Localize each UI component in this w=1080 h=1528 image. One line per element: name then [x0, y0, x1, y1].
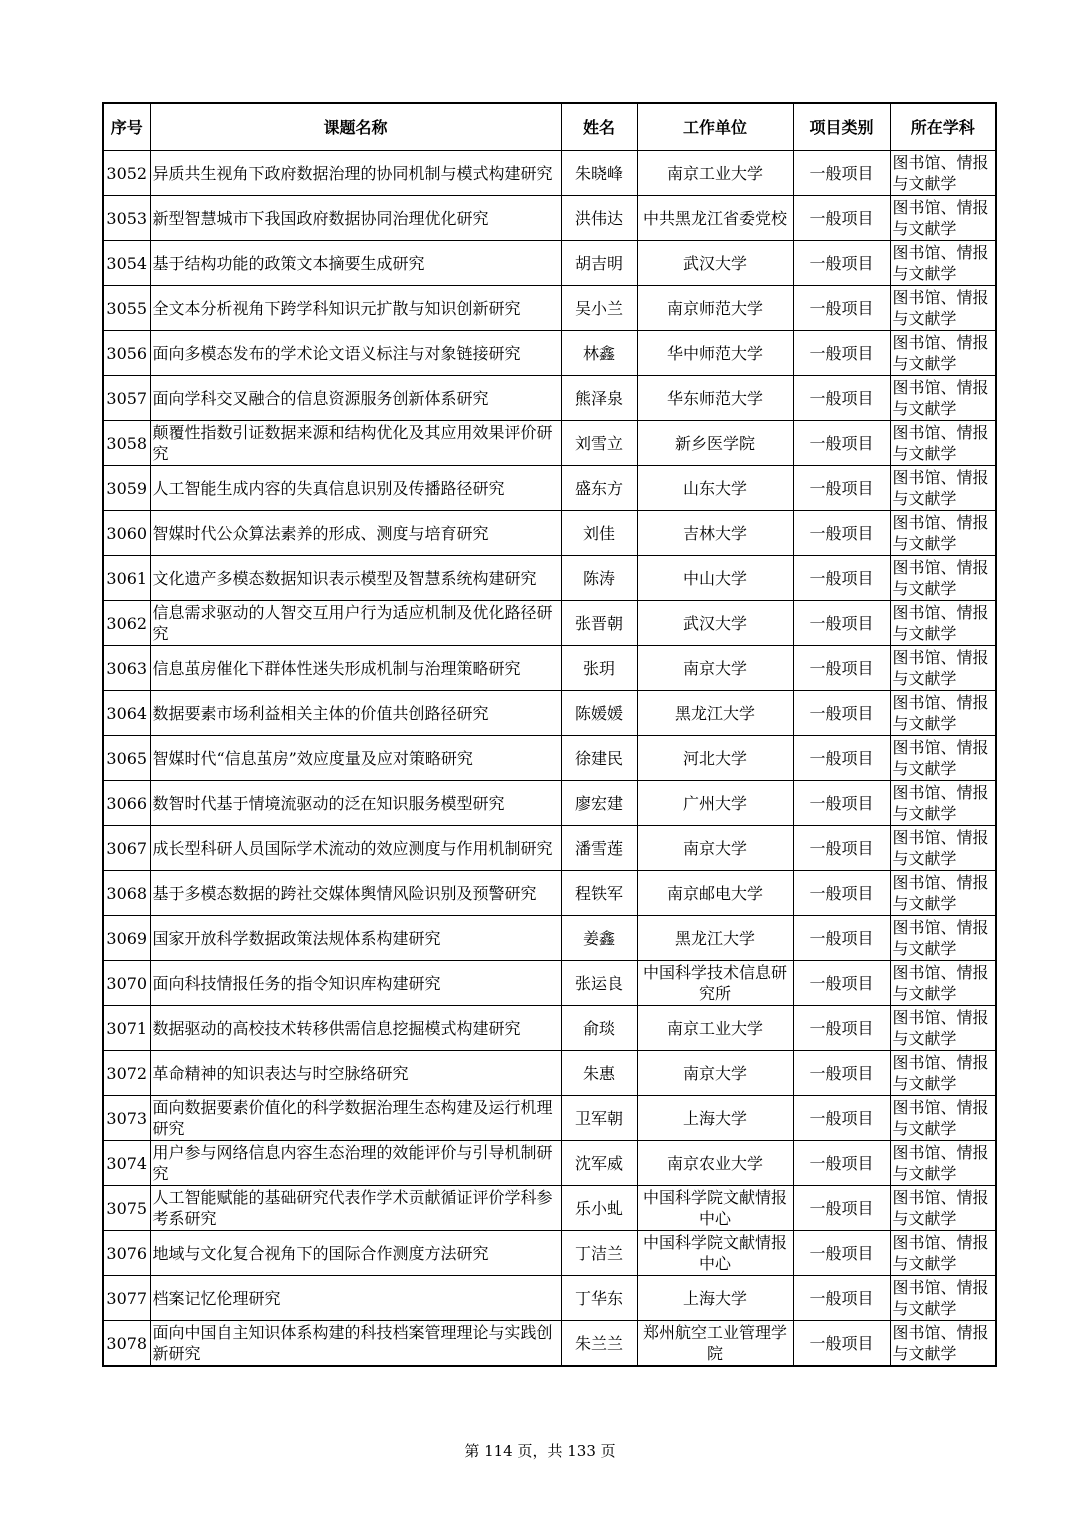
discipline: 图书馆、情报与文献学: [890, 601, 996, 646]
row-number: 3078: [103, 1321, 150, 1367]
work-unit: 广州大学: [637, 781, 793, 826]
project-title: 异质共生视角下政府数据治理的协同机制与模式构建研究: [150, 151, 561, 196]
researcher-name: 廖宏建: [561, 781, 637, 826]
work-unit: 南京大学: [637, 646, 793, 691]
project-title: 面向多模态发布的学术论文语义标注与对象链接研究: [150, 331, 561, 376]
table-row: [103, 916, 996, 961]
researcher-name: 张晋朝: [561, 601, 637, 646]
row-number: 3055: [103, 286, 150, 331]
row-number: 3076: [103, 1231, 150, 1276]
researcher-name: 林鑫: [561, 331, 637, 376]
project-title: 全文本分析视角下跨学科知识元扩散与知识创新研究: [150, 286, 561, 331]
header-title: 课题名称: [150, 103, 561, 151]
project-category: 一般项目: [793, 511, 890, 556]
researcher-name: 卫军朝: [561, 1096, 637, 1141]
table-row: [103, 1321, 996, 1367]
table-row: [103, 961, 996, 1006]
project-category: 一般项目: [793, 556, 890, 601]
work-unit: 华中师范大学: [637, 331, 793, 376]
work-unit: 南京大学: [637, 826, 793, 871]
table-row: [103, 736, 996, 781]
table-row: [103, 466, 996, 511]
project-title: 智媒时代“信息茧房”效应度量及应对策略研究: [150, 736, 561, 781]
project-category: 一般项目: [793, 961, 890, 1006]
row-number: 3074: [103, 1141, 150, 1186]
researcher-name: 陈涛: [561, 556, 637, 601]
project-title: 档案记忆伦理研究: [150, 1276, 561, 1321]
work-unit: 河北大学: [637, 736, 793, 781]
project-title: 面向科技情报任务的指令知识库构建研究: [150, 961, 561, 1006]
researcher-name: 姜鑫: [561, 916, 637, 961]
researcher-name: 盛东方: [561, 466, 637, 511]
work-unit: 黑龙江大学: [637, 691, 793, 736]
project-table: [102, 102, 997, 1367]
project-title: 国家开放科学数据政策法规体系构建研究: [150, 916, 561, 961]
work-unit: 南京大学: [637, 1051, 793, 1096]
project-category: 一般项目: [793, 196, 890, 241]
row-number: 3068: [103, 871, 150, 916]
discipline: 图书馆、情报与文献学: [890, 1231, 996, 1276]
table-header-row: [103, 103, 996, 151]
researcher-name: 朱惠: [561, 1051, 637, 1096]
work-unit: 中共黑龙江省委党校: [637, 196, 793, 241]
project-title: 基于结构功能的政策文本摘要生成研究: [150, 241, 561, 286]
researcher-name: 陈媛媛: [561, 691, 637, 736]
discipline: 图书馆、情报与文献学: [890, 1051, 996, 1096]
row-number: 3066: [103, 781, 150, 826]
project-title: 智媒时代公众算法素养的形成、测度与培育研究: [150, 511, 561, 556]
discipline: 图书馆、情报与文献学: [890, 466, 996, 511]
discipline: 图书馆、情报与文献学: [890, 871, 996, 916]
work-unit: 南京工业大学: [637, 151, 793, 196]
discipline: 图书馆、情报与文献学: [890, 1186, 996, 1231]
researcher-name: 潘雪莲: [561, 826, 637, 871]
project-category: 一般项目: [793, 781, 890, 826]
row-number: 3062: [103, 601, 150, 646]
discipline: 图书馆、情报与文献学: [890, 1141, 996, 1186]
table-row: [103, 1141, 996, 1186]
table-row: [103, 151, 996, 196]
discipline: 图书馆、情报与文献学: [890, 916, 996, 961]
project-title: 文化遗产多模态数据知识表示模型及智慧系统构建研究: [150, 556, 561, 601]
project-title: 革命精神的知识表达与时空脉络研究: [150, 1051, 561, 1096]
project-category: 一般项目: [793, 151, 890, 196]
table-row: [103, 1231, 996, 1276]
discipline: 图书馆、情报与文献学: [890, 781, 996, 826]
project-category: 一般项目: [793, 241, 890, 286]
work-unit: 武汉大学: [637, 241, 793, 286]
project-category: 一般项目: [793, 1186, 890, 1231]
table-row: [103, 646, 996, 691]
discipline: 图书馆、情报与文献学: [890, 736, 996, 781]
project-title: 颠覆性指数引证数据来源和结构优化及其应用效果评价研究: [150, 421, 561, 466]
project-title: 数据要素市场利益相关主体的价值共创路径研究: [150, 691, 561, 736]
row-number: 3069: [103, 916, 150, 961]
row-number: 3072: [103, 1051, 150, 1096]
discipline: 图书馆、情报与文献学: [890, 1006, 996, 1051]
table-row: [103, 421, 996, 466]
researcher-name: 吴小兰: [561, 286, 637, 331]
project-category: 一般项目: [793, 331, 890, 376]
table-row: [103, 1096, 996, 1141]
project-title: 成长型科研人员国际学术流动的效应测度与作用机制研究: [150, 826, 561, 871]
discipline: 图书馆、情报与文献学: [890, 421, 996, 466]
table-row: [103, 1276, 996, 1321]
table-row: [103, 871, 996, 916]
project-title: 数智时代基于情境流驱动的泛在知识服务模型研究: [150, 781, 561, 826]
table-row: [103, 511, 996, 556]
researcher-name: 俞琰: [561, 1006, 637, 1051]
researcher-name: 沈军威: [561, 1141, 637, 1186]
work-unit: 南京农业大学: [637, 1141, 793, 1186]
row-number: 3064: [103, 691, 150, 736]
header-name: 姓名: [561, 103, 637, 151]
project-category: 一般项目: [793, 466, 890, 511]
row-number: 3060: [103, 511, 150, 556]
row-number: 3070: [103, 961, 150, 1006]
project-category: 一般项目: [793, 691, 890, 736]
project-category: 一般项目: [793, 916, 890, 961]
project-category: 一般项目: [793, 871, 890, 916]
work-unit: 华东师范大学: [637, 376, 793, 421]
researcher-name: 洪伟达: [561, 196, 637, 241]
project-category: 一般项目: [793, 421, 890, 466]
table-row: [103, 691, 996, 736]
discipline: 图书馆、情报与文献学: [890, 376, 996, 421]
row-number: 3067: [103, 826, 150, 871]
row-number: 3059: [103, 466, 150, 511]
row-number: 3071: [103, 1006, 150, 1051]
row-number: 3058: [103, 421, 150, 466]
project-category: 一般项目: [793, 1006, 890, 1051]
table-row: [103, 331, 996, 376]
researcher-name: 胡吉明: [561, 241, 637, 286]
work-unit: 南京邮电大学: [637, 871, 793, 916]
discipline: 图书馆、情报与文献学: [890, 1321, 996, 1367]
table-row: [103, 1186, 996, 1231]
discipline: 图书馆、情报与文献学: [890, 331, 996, 376]
table-row: [103, 1051, 996, 1096]
researcher-name: 丁洁兰: [561, 1231, 637, 1276]
project-title: 基于多模态数据的跨社交媒体舆情风险识别及预警研究: [150, 871, 561, 916]
page-footer: 第 114 页，共 133 页: [464, 1442, 616, 1460]
row-number: 3052: [103, 151, 150, 196]
researcher-name: 徐建民: [561, 736, 637, 781]
work-unit: 上海大学: [637, 1276, 793, 1321]
discipline: 图书馆、情报与文献学: [890, 646, 996, 691]
table-row: [103, 286, 996, 331]
discipline: 图书馆、情报与文献学: [890, 511, 996, 556]
project-title: 面向学科交叉融合的信息资源服务创新体系研究: [150, 376, 561, 421]
project-title: 信息茧房催化下群体性迷失形成机制与治理策略研究: [150, 646, 561, 691]
researcher-name: 乐小虬: [561, 1186, 637, 1231]
discipline: 图书馆、情报与文献学: [890, 286, 996, 331]
researcher-name: 丁华东: [561, 1276, 637, 1321]
project-category: 一般项目: [793, 1276, 890, 1321]
project-category: 一般项目: [793, 286, 890, 331]
work-unit: 黑龙江大学: [637, 916, 793, 961]
discipline: 图书馆、情报与文献学: [890, 196, 996, 241]
work-unit: 上海大学: [637, 1096, 793, 1141]
discipline: 图书馆、情报与文献学: [890, 826, 996, 871]
discipline: 图书馆、情报与文献学: [890, 241, 996, 286]
table-row: [103, 781, 996, 826]
row-number: 3075: [103, 1186, 150, 1231]
project-category: 一般项目: [793, 1141, 890, 1186]
researcher-name: 朱兰兰: [561, 1321, 637, 1367]
table-row: [103, 826, 996, 871]
work-unit: 中山大学: [637, 556, 793, 601]
header-org: 工作单位: [637, 103, 793, 151]
researcher-name: 张运良: [561, 961, 637, 1006]
row-number: 3063: [103, 646, 150, 691]
discipline: 图书馆、情报与文献学: [890, 1276, 996, 1321]
work-unit: 郑州航空工业管理学院: [637, 1321, 793, 1367]
work-unit: 中国科学院文献情报中心: [637, 1186, 793, 1231]
table-row: [103, 376, 996, 421]
work-unit: 中国科学技术信息研究所: [637, 961, 793, 1006]
researcher-name: 程铁军: [561, 871, 637, 916]
researcher-name: 刘佳: [561, 511, 637, 556]
discipline: 图书馆、情报与文献学: [890, 691, 996, 736]
row-number: 3077: [103, 1276, 150, 1321]
project-title: 人工智能赋能的基础研究代表作学术贡献循证评价学科参考系研究: [150, 1186, 561, 1231]
discipline: 图书馆、情报与文献学: [890, 151, 996, 196]
project-category: 一般项目: [793, 1321, 890, 1367]
table-row: [103, 1006, 996, 1051]
work-unit: 吉林大学: [637, 511, 793, 556]
project-title: 数据驱动的高校技术转移供需信息挖掘模式构建研究: [150, 1006, 561, 1051]
discipline: 图书馆、情报与文献学: [890, 961, 996, 1006]
project-title: 信息需求驱动的人智交互用户行为适应机制及优化路径研究: [150, 601, 561, 646]
work-unit: 新乡医学院: [637, 421, 793, 466]
discipline: 图书馆、情报与文献学: [890, 556, 996, 601]
project-category: 一般项目: [793, 1051, 890, 1096]
work-unit: 山东大学: [637, 466, 793, 511]
discipline: 图书馆、情报与文献学: [890, 1096, 996, 1141]
header-no: 序号: [103, 103, 150, 151]
row-number: 3057: [103, 376, 150, 421]
project-category: 一般项目: [793, 601, 890, 646]
project-category: 一般项目: [793, 1231, 890, 1276]
table-row: [103, 241, 996, 286]
table-row: [103, 556, 996, 601]
researcher-name: 刘雪立: [561, 421, 637, 466]
researcher-name: 张玥: [561, 646, 637, 691]
row-number: 3065: [103, 736, 150, 781]
row-number: 3056: [103, 331, 150, 376]
row-number: 3073: [103, 1096, 150, 1141]
header-type: 项目类别: [793, 103, 890, 151]
project-category: 一般项目: [793, 376, 890, 421]
work-unit: 武汉大学: [637, 601, 793, 646]
project-title: 面向数据要素价值化的科学数据治理生态构建及运行机理研究: [150, 1096, 561, 1141]
researcher-name: 朱晓峰: [561, 151, 637, 196]
table-row: [103, 196, 996, 241]
project-title: 地域与文化复合视角下的国际合作测度方法研究: [150, 1231, 561, 1276]
row-number: 3061: [103, 556, 150, 601]
work-unit: 中国科学院文献情报中心: [637, 1231, 793, 1276]
project-category: 一般项目: [793, 826, 890, 871]
work-unit: 南京师范大学: [637, 286, 793, 331]
table-body: [103, 151, 996, 1367]
project-title: 新型智慧城市下我国政府数据协同治理优化研究: [150, 196, 561, 241]
project-title: 面向中国自主知识体系构建的科技档案管理理论与实践创新研究: [150, 1321, 561, 1367]
project-title: 人工智能生成内容的失真信息识别及传播路径研究: [150, 466, 561, 511]
row-number: 3053: [103, 196, 150, 241]
row-number: 3054: [103, 241, 150, 286]
project-category: 一般项目: [793, 1096, 890, 1141]
project-category: 一般项目: [793, 646, 890, 691]
project-title: 用户参与网络信息内容生态治理的效能评价与引导机制研究: [150, 1141, 561, 1186]
header-subject: 所在学科: [890, 103, 996, 151]
work-unit: 南京工业大学: [637, 1006, 793, 1051]
researcher-name: 熊泽泉: [561, 376, 637, 421]
table-row: [103, 601, 996, 646]
project-category: 一般项目: [793, 736, 890, 781]
